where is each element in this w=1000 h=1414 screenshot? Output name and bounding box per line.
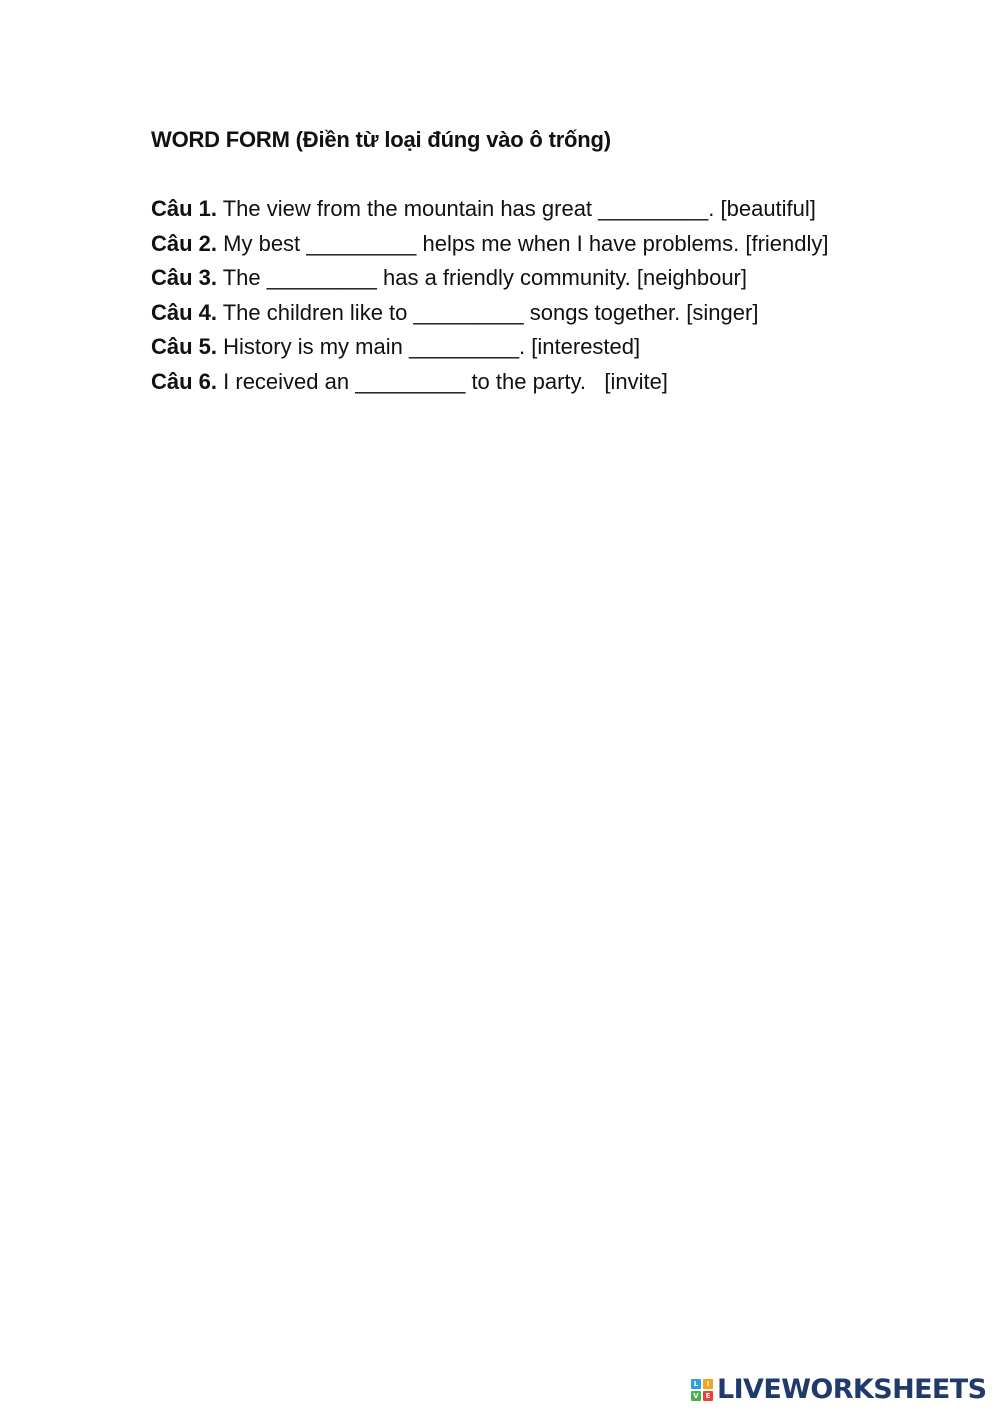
question-text: The _________ has a friendly community. [neighbour] — [217, 265, 747, 291]
worksheet-title: WORD FORM (Điền từ loại đúng vào ô trống) — [151, 127, 611, 152]
question-number: Câu 2. — [151, 230, 218, 256]
brand-name: LIVEWORKSHEETS — [717, 1374, 987, 1405]
question-number: Câu 4. — [151, 299, 218, 325]
question-item — [151, 365, 951, 400]
question-item — [151, 192, 951, 227]
question-text: The view from the mountain has great _________. [beautiful] — [217, 196, 816, 221]
question-item — [151, 227, 951, 262]
question-item — [151, 261, 951, 296]
question-number: Câu 5. — [151, 334, 218, 360]
question-text: I received an _________ to the party. [invite] — [217, 368, 668, 394]
logo-block-v: V — [691, 1391, 701, 1401]
question-number: Câu 6. — [151, 368, 218, 394]
question-text: History is my main _________. [interested] — [217, 334, 641, 360]
question-number: Câu 1. — [151, 196, 218, 221]
question-item — [151, 330, 951, 365]
logo-block-l: L — [691, 1379, 701, 1389]
question-text: The children like to _________ songs together. [singer] — [217, 299, 759, 325]
question-list — [151, 192, 951, 400]
question-text: My best _________ helps me when I have problems. [friendly] — [217, 230, 829, 256]
question-item — [151, 296, 951, 331]
liveworksheets-logo — [691, 1374, 986, 1406]
question-number: Câu 3. — [151, 265, 218, 291]
logo-block-i: I — [703, 1379, 713, 1389]
live-blocks-icon — [691, 1379, 713, 1401]
logo-block-e: E — [703, 1391, 713, 1401]
